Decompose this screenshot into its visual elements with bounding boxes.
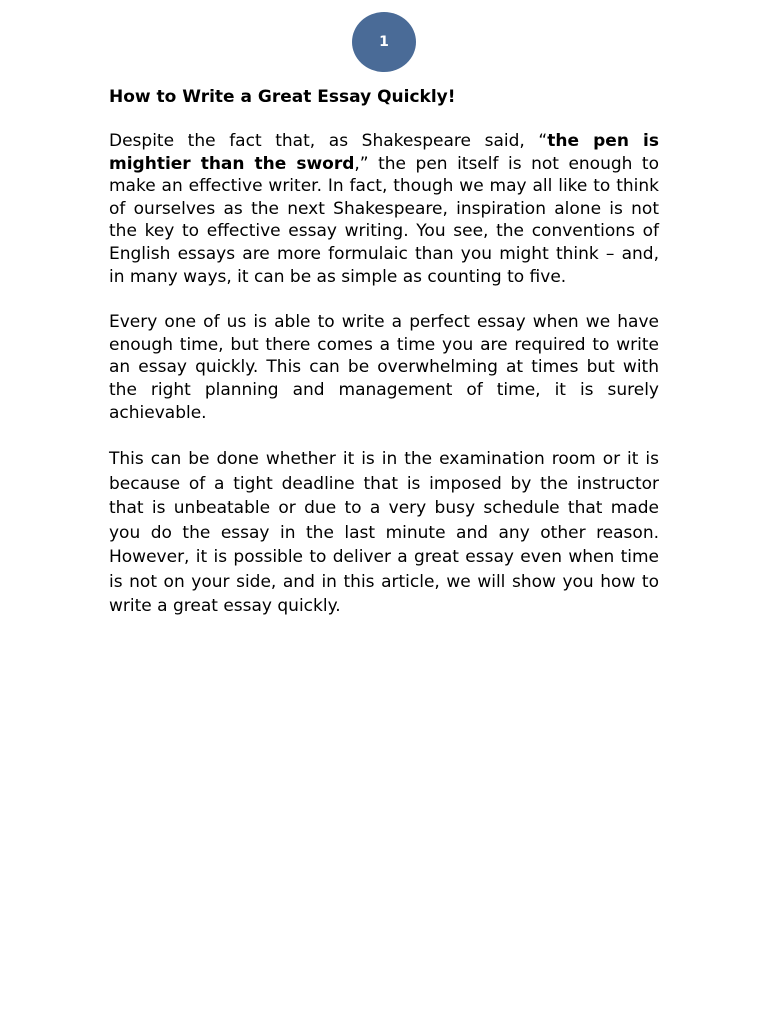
- paragraph-1-intro: Despite the fact that, as Shakespeare said, “: [109, 131, 548, 151]
- paragraph-1-quote: the pen is mightier than the sword: [109, 131, 660, 174]
- paragraph-1-rest: ,” the pen itself is not enough to make an effective writer. In fact, though we may all like to think of ourselves as the next Shakespeare, inspiration alone is not the key to effective essay writing. You see, the conventions of English essays are more formulaic than you might think – and, in many ways, it can be as simple as counting to five.: [109, 153, 659, 287]
- article-title: How to Write a Great Essay Quickly!: [109, 87, 456, 107]
- paragraph-2: Every one of us is able to write a perfect essay when we have enough time, but there comes a time you are required to write an essay quickly. This can be overwhelming at times but with the right planning and management of time, it is surely achievable.: [109, 312, 659, 423]
- page-number-badge: [352, 12, 416, 72]
- page-number: 1: [379, 34, 389, 50]
- paragraph-3: This can be done whether it is in the examination room or it is because of a tight deadline that is imposed by the instructor that is unbeatable or due to a very busy schedule that made you do the essay in the last minute and any other reason. However, it is possible to deliver a great essay even when time is not on your side, and in this article, we will show you how to write a great essay quickly.: [109, 449, 659, 617]
- article-body: [109, 86, 659, 642]
- paragraph-1: [109, 130, 659, 288]
